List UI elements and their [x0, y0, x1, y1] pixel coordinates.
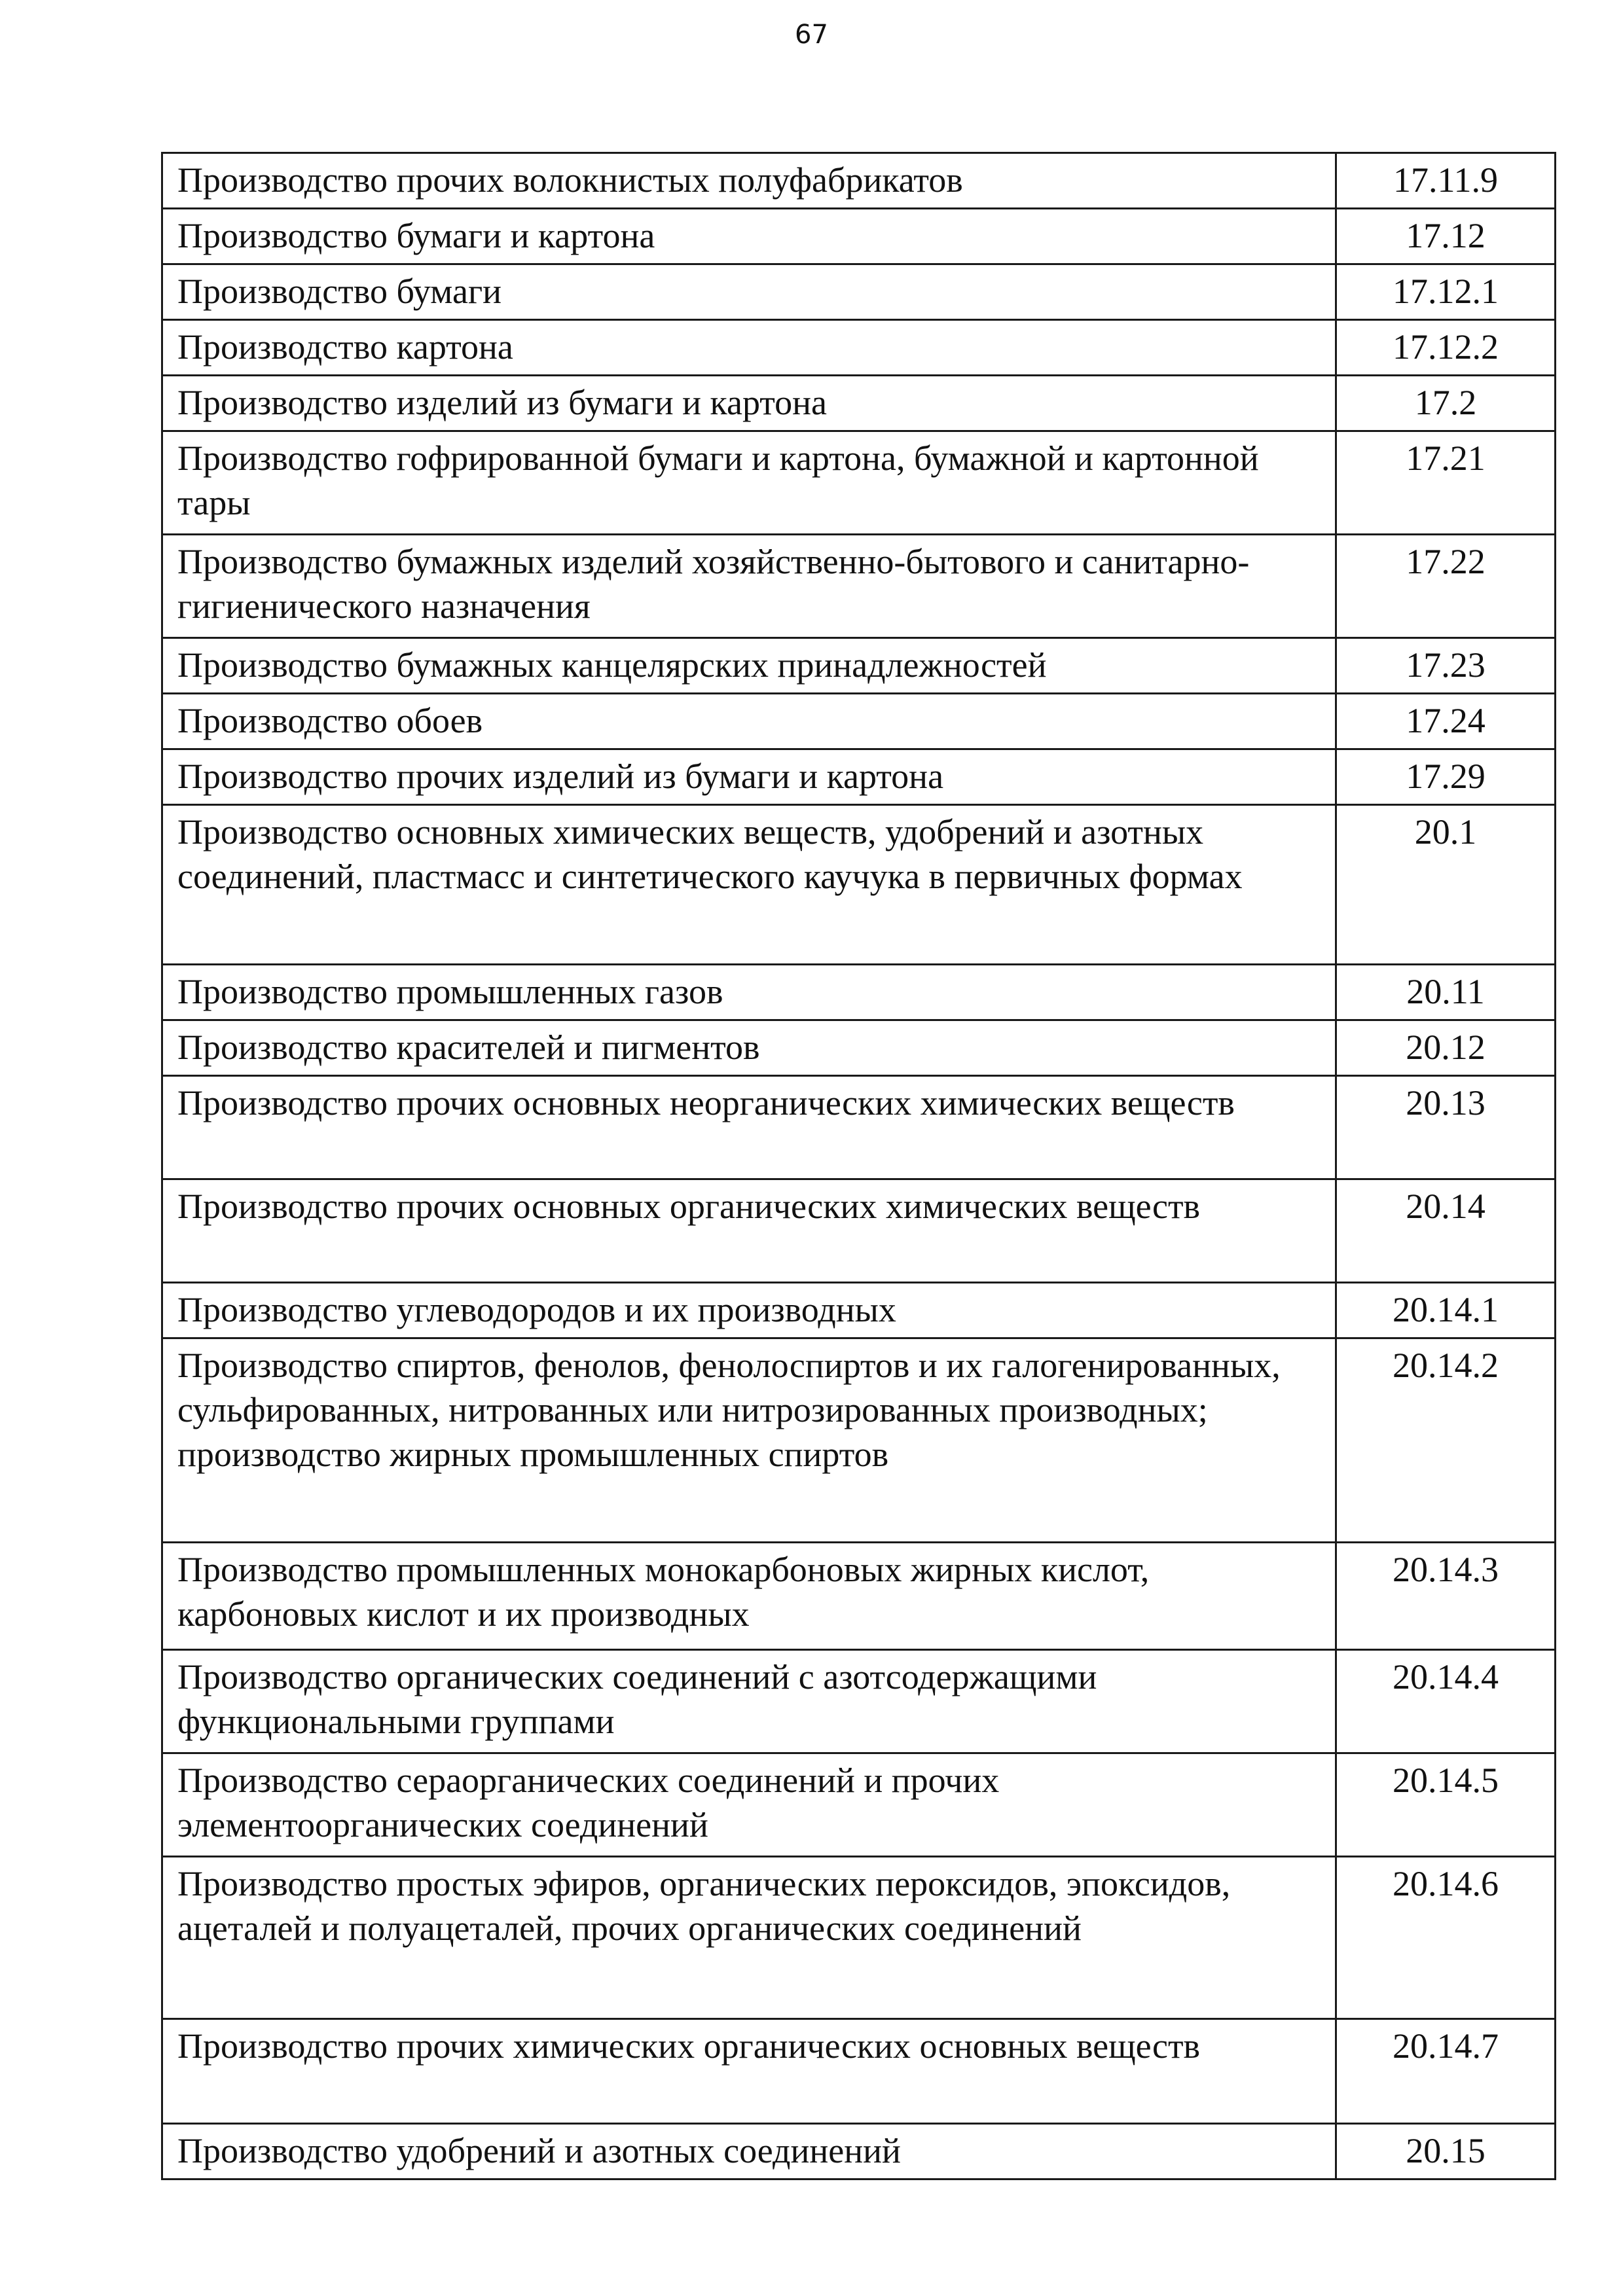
table-row — [162, 965, 1556, 1020]
activity-description: Производство бумаги и картона — [162, 209, 1336, 264]
okved-table — [161, 152, 1556, 2180]
okved-code: 17.11.9 — [1336, 153, 1556, 209]
okved-code: 17.23 — [1336, 638, 1556, 694]
okved-code: 20.14.6 — [1336, 1857, 1556, 2019]
okved-code: 17.12.1 — [1336, 264, 1556, 320]
activity-description: Производство прочих химических органических основных веществ — [162, 2019, 1336, 2124]
activity-description: Производство удобрений и азотных соединений — [162, 2124, 1336, 2179]
table-row — [162, 153, 1556, 209]
table-row — [162, 1543, 1556, 1650]
activity-description: Производство бумаги — [162, 264, 1336, 320]
okved-code: 17.21 — [1336, 431, 1556, 535]
table-row — [162, 805, 1556, 965]
table-row — [162, 1338, 1556, 1543]
activity-description: Производство прочих волокнистых полуфабрикатов — [162, 153, 1336, 209]
table-row — [162, 1753, 1556, 1857]
okved-code: 20.14.2 — [1336, 1338, 1556, 1543]
activity-description: Производство бумажных изделий хозяйственно-бытового и санитарно-гигиенического назначения — [162, 535, 1336, 638]
okved-code: 17.22 — [1336, 535, 1556, 638]
okved-code: 20.14.5 — [1336, 1753, 1556, 1857]
okved-code: 20.13 — [1336, 1076, 1556, 1179]
activity-description: Производство бумажных канцелярских принадлежностей — [162, 638, 1336, 694]
okved-code: 20.11 — [1336, 965, 1556, 1020]
okved-code: 20.14.4 — [1336, 1650, 1556, 1753]
table-row — [162, 1857, 1556, 2019]
table-row — [162, 264, 1556, 320]
table-row — [162, 2019, 1556, 2124]
okved-code: 20.14 — [1336, 1179, 1556, 1283]
page-number: 67 — [795, 20, 828, 50]
okved-code: 20.14.3 — [1336, 1543, 1556, 1650]
table-row — [162, 209, 1556, 264]
activity-description: Производство гофрированной бумаги и картона, бумажной и картонной тары — [162, 431, 1336, 535]
okved-code: 20.1 — [1336, 805, 1556, 965]
okved-code: 17.12 — [1336, 209, 1556, 264]
okved-code: 20.12 — [1336, 1020, 1556, 1076]
table-row — [162, 1179, 1556, 1283]
table-row — [162, 1283, 1556, 1338]
table-row — [162, 638, 1556, 694]
activity-description: Производство прочих основных органических химических веществ — [162, 1179, 1336, 1283]
table-row — [162, 694, 1556, 749]
activity-description: Производство простых эфиров, органических пероксидов, эпоксидов, ацеталей и полуацеталей, прочих органических соединений — [162, 1857, 1336, 2019]
okved-code: 20.15 — [1336, 2124, 1556, 2179]
okved-code: 17.24 — [1336, 694, 1556, 749]
okved-code: 17.29 — [1336, 749, 1556, 805]
okved-code: 17.2 — [1336, 376, 1556, 431]
activity-description: Производство изделий из бумаги и картона — [162, 376, 1336, 431]
table-row — [162, 2124, 1556, 2179]
activity-description: Производство основных химических веществ, удобрений и азотных соединений, пластмасс и синтетического каучука в первичных формах — [162, 805, 1336, 965]
table-row — [162, 320, 1556, 376]
table-row — [162, 376, 1556, 431]
okved-code: 20.14.7 — [1336, 2019, 1556, 2124]
activity-description: Производство красителей и пигментов — [162, 1020, 1336, 1076]
activity-description: Производство картона — [162, 320, 1336, 376]
activity-description: Производство промышленных газов — [162, 965, 1336, 1020]
activity-description: Производство сераорганических соединений и прочих элементоорганических соединений — [162, 1753, 1336, 1857]
okved-code: 17.12.2 — [1336, 320, 1556, 376]
okved-code: 20.14.1 — [1336, 1283, 1556, 1338]
activity-description: Производство обоев — [162, 694, 1336, 749]
table-row — [162, 749, 1556, 805]
table-row — [162, 1020, 1556, 1076]
activity-description: Производство спиртов, фенолов, фенолоспиртов и их галогенированных, сульфированных, нитрованных или нитрозированных производных; производство жирных промышленных спиртов — [162, 1338, 1336, 1543]
table-row — [162, 1650, 1556, 1753]
table-row — [162, 431, 1556, 535]
activity-description: Производство прочих основных неорганических химических веществ — [162, 1076, 1336, 1179]
activity-description: Производство прочих изделий из бумаги и картона — [162, 749, 1336, 805]
activity-description: Производство углеводородов и их производных — [162, 1283, 1336, 1338]
activity-description: Производство органических соединений с азотсодержащими функциональными группами — [162, 1650, 1336, 1753]
table-row — [162, 1076, 1556, 1179]
table-row — [162, 535, 1556, 638]
activity-description: Производство промышленных монокарбоновых жирных кислот, карбоновых кислот и их производных — [162, 1543, 1336, 1650]
